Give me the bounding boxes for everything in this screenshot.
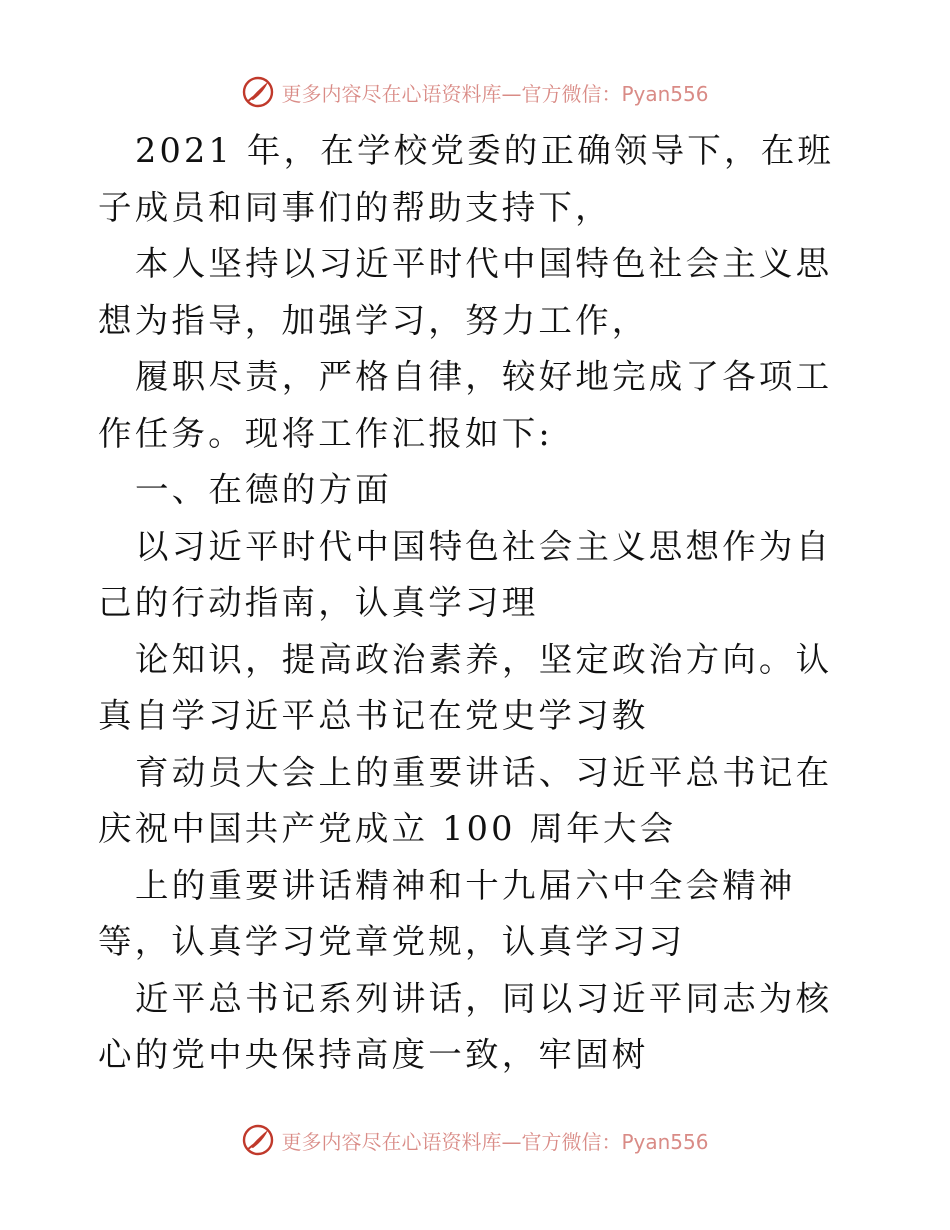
paragraph-5: 以习近平时代中国特色社会主义思想作为自己的行动指南，认真学习理 [98,526,833,622]
section-heading: 一、在德的方面 [135,470,392,509]
paragraph-3: 履职尽责，严格自律，较好地完成了各项工作任务。现将工作汇报如下: [98,357,833,453]
feather-pen-logo-icon [241,1123,275,1157]
footer-banner-text: 更多内容尽在心语资料库—官方微信：Pyan556 [281,1129,709,1154]
paragraph-2: 本人坚持以习近平时代中国特色社会主义思想为指导，加强学习，努力工作， [98,244,833,340]
document-body [98,123,858,1084]
header-banner [0,70,950,114]
paragraph-6: 论知识，提高政治素养，坚定政治方向。认真自学习近平总书记在党史学习教 [98,639,833,735]
paragraph-1: 2021 年，在学校党委的正确领导下，在班子成员和同事们的帮助支持下， [98,131,835,227]
paragraph-7: 育动员大会上的重要讲话、习近平总书记在庆祝中国共产党成立 100 周年大会 [98,752,833,848]
header-banner-text: 更多内容尽在心语资料库—官方微信：Pyan556 [281,81,709,106]
footer-banner [0,1118,950,1162]
feather-pen-logo-icon [241,75,275,109]
paragraph-9: 近平总书记系列讲话，同以习近平同志为核心的党中央保持高度一致，牢固树 [98,978,833,1074]
paragraph-8: 上的重要讲话精神和十九届六中全会精神等，认真学习党章党规，认真学习习 [98,865,796,961]
